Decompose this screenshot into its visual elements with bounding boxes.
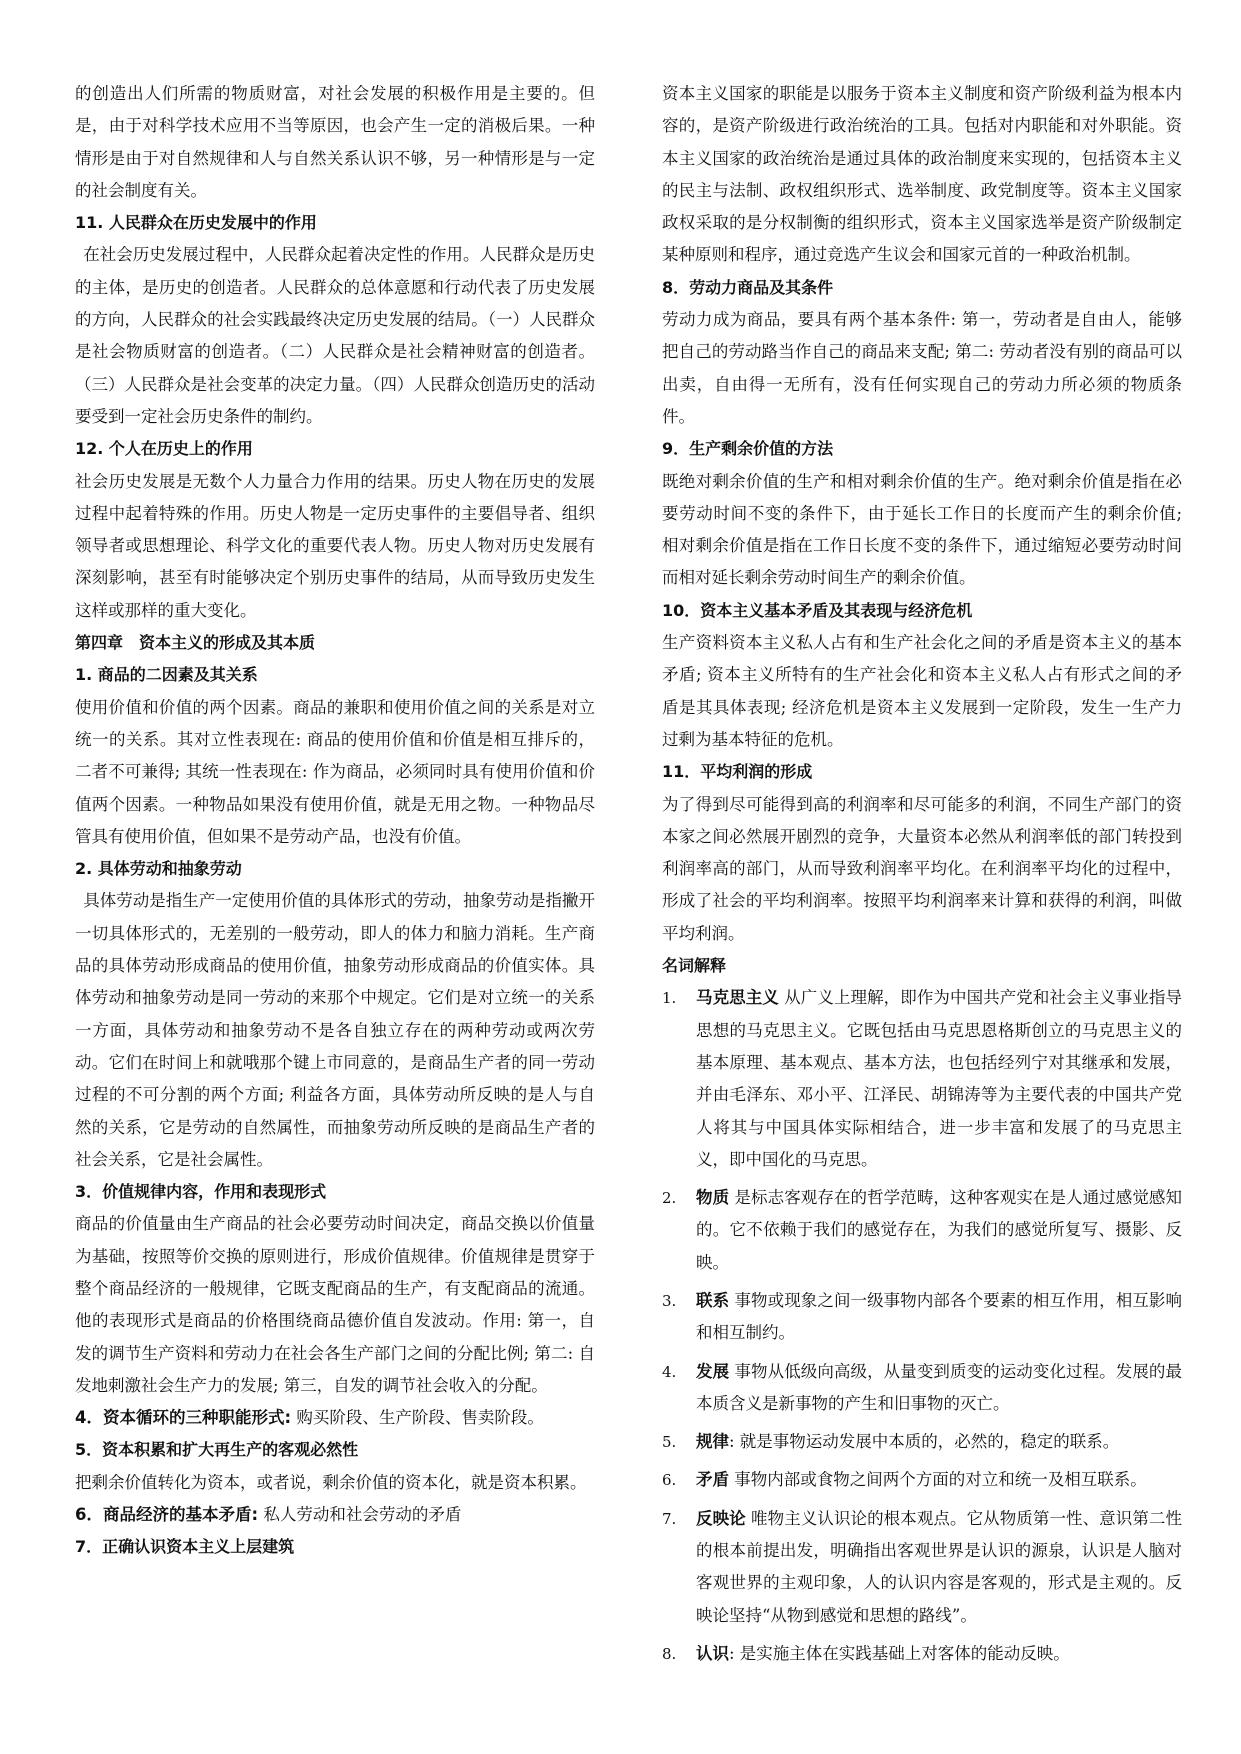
glossary-item-number: 5.: [662, 1433, 677, 1452]
item-capital-circulation-text: 购买阶段、生产阶段、售卖阶段。: [291, 1408, 544, 1428]
item-basic-contradiction-text: 私人劳动和社会劳动的矛盾: [258, 1505, 462, 1525]
glossary-term: 马克思主义: [696, 988, 779, 1008]
glossary-item-number: 1.: [662, 989, 677, 1008]
glossary-term: 物质: [696, 1188, 730, 1208]
paragraph-capital-accumulation: 把剩余价值转化为资本，或者说，剩余价值的资本化，就是资本积累。: [75, 1472, 587, 1492]
paragraph-law-of-value: 商品的价值量由生产商品的社会必要劳动时间决定，商品交换以价值量为基础，按照等价交换的原则进行，形成价值规律。价值规律是贯穿于整个商品经济的一般规律，它既支配商品的生产，有支配商品的流通。他的表现形式是商品的价格围绕商品德价值自发波动。作用: 第一，自发的调节生产资料和劳动力在社会各生产部门之间的分配比例; 第二: 自发地刺激社会生产力的发展; 第三，自发的调节社会收入的分配。: [75, 1214, 595, 1395]
heading-average-profit: 11．平均利润的形成: [662, 762, 813, 782]
glossary-definition: 是标志客观存在的哲学范畴，这种客观实在是人通过感觉感知的。它不依赖于我们的感觉存在，为我们的感觉所复写、摄影、反映。: [696, 1188, 1182, 1272]
glossary-item-law: [662, 1426, 1182, 1458]
item-basic-contradiction-head: 6．商品经济的基本矛盾:: [75, 1505, 259, 1525]
glossary-item-number: 2.: [662, 1189, 677, 1208]
paragraph-surplus-value: 既绝对剩余价值的生产和相对剩余价值的生产。绝对剩余价值是指在必要劳动时间不变的条件下，由于延长工作日的长度而产生的剩余价值; 相对剩余价值是指在工作日长度不变的条件下，通过缩短必要劳动时间而相对延长剩余劳动时间生产的剩余价值。: [662, 471, 1182, 588]
paragraph-average-profit: 为了得到尽可能得到高的利润率和尽可能多的利润，不同生产部门的资本家之间必然展开剧烈的竞争，大量资本必然从利润率低的部门转投到利润率高的部门，从而导致利润率平均化。在利润率平均化的过程中，形成了社会的平均利润率。按照平均利润率来计算和获得的利润，叫做平均利润。: [662, 794, 1182, 943]
chapter-four-title: 第四章 资本主义的形成及其本质: [75, 633, 316, 653]
glossary-definition: 事物从低级向高级，从量变到质变的运动变化过程。发展的最本质含义是新事物的产生和旧事物的灭亡。: [696, 1361, 1182, 1413]
item-capital-circulation-head: 4．资本循环的三种职能形式:: [75, 1408, 292, 1428]
glossary-definition: : 是实施主体在实践基础上对客体的能动反映。: [729, 1643, 1070, 1663]
glossary-item-development: [662, 1356, 1182, 1421]
heading-concrete-abstract-labor: 2. 具体劳动和抽象劳动: [75, 859, 242, 879]
heading-labor-power: 8．劳动力商品及其条件: [662, 277, 834, 297]
item-basic-contradiction: [75, 1499, 595, 1531]
heading-economic-crisis: 10．资本主义基本矛盾及其表现与经济危机: [662, 600, 973, 620]
item-capital-circulation: [75, 1402, 595, 1434]
paragraph-material-wealth: 的创造出人们所需的物质财富，对社会发展的积极作用是主要的。但是，由于对科学技术应用不当等原因，也会产生一定的消极后果。一种情形是由于对自然规律和人与自然关系认识不够，另一种情形是与一定的社会制度有关。: [75, 84, 595, 200]
glossary-definition: 唯物主义认识论的根本观点。它从物质第一性、意识第二性的根本前提出发，明确指出客观世界是认识的源泉，认识是人脑对客观世界的主观印象，人的认识内容是客观的，形式是主观的。反映论坚持“从物到感觉和思想的路线”。: [696, 1508, 1182, 1625]
heading-surplus-value: 9．生产剩余价值的方法: [662, 439, 834, 459]
paragraph-concrete-abstract-labor: 具体劳动是指生产一定使用价值的具体形式的劳动，抽象劳动是指撇开一切具体形式的，无差别的一般劳动，即人的体力和脑力消耗。生产商品的具体劳动形成商品的使用价值，抽象劳动形成商品的价值实体。具体劳动和抽象劳动是同一劳动的来那个中规定。它们是对立统一的关系 一方面，具体劳动和抽象劳动不是各自独立存在的两种劳动或两次劳动。它们在时间上和就哦那个键上市同意的，是商品生产者的同一劳动过程的不可分割的两个方面; 利益各方面，具体劳动所反映的是人与自然的关系，它是劳动的自然属性，而抽象劳动所反映的是商品生产者的社会关系，它是社会属性。: [75, 891, 595, 1169]
glossary-definition: 事物或现象之间一级事物内部各个要素的相互作用，相互影响和相互制约。: [696, 1290, 1182, 1343]
glossary-definition: : 就是事物运动发展中本质的，必然的，稳定的联系。: [729, 1432, 1120, 1452]
paragraph-economic-crisis: 生产资料资本主义私人占有和生产社会化之间的矛盾是资本主义的基本矛盾; 资本主义所特有的生产社会化和资本主义私人占有形式之间的矛盾是其具体表现; 经济危机是资本主义发展到一定阶段，发生一生产力过剩为基本特征的危机。: [662, 633, 1182, 749]
glossary-item-number: 7.: [662, 1509, 677, 1528]
left-column: [75, 78, 595, 1564]
heading-individual-role: 12. 个人在历史上的作用: [75, 439, 253, 459]
paragraph-people-role: 在社会历史发展过程中，人民群众起着决定性的作用。人民群众是历史的主体，是历史的创造者。人民群众的总体意愿和行动代表了历史发展的方向，人民群众的社会实践最终决定历史发展的结局。（一）人民群众是社会物质财富的创造者。（二）人民群众是社会精神财富的创造者。（三）人民群众是社会变革的决定力量。（四）人民群众创造历史的活动要受到一定社会历史条件的制约。: [75, 245, 595, 426]
glossary-item-number: 6.: [662, 1471, 677, 1490]
glossary-item-contradiction: [662, 1464, 1182, 1496]
glossary-item-cognition: [662, 1638, 1182, 1670]
heading-law-of-value: 3．价值规律内容，作用和表现形式: [75, 1182, 327, 1202]
paragraph-labor-power: 劳动力成为商品，要具有两个基本条件: 第一，劳动者是自由人，能够把自己的劳动路当作自己的商品来支配; 第二: 劳动者没有别的商品可以出卖，自由得一无所有，没有任何实现自己的劳动力所必须的物质条件。: [662, 310, 1182, 426]
glossary-item-number: 8.: [662, 1644, 677, 1663]
glossary-definition: 事物内部或食物之间两个方面的对立和统一及相互联系。: [729, 1470, 1147, 1490]
heading-commodity-factors: 1. 商品的二因素及其关系: [75, 665, 258, 685]
glossary-item-number: 4.: [662, 1362, 677, 1381]
paragraph-commodity-factors: 使用价值和价值的两个因素。商品的兼职和使用价值之间的关系是对立统一的关系。其对立性表现在: 商品的使用价值和价值是相互排斥的，二者不可兼得; 其统一性表现在: 作为商品，必须同时具有使用价值和价值两个因素。一种物品如果没有使用价值，就是无用之物。一种物品尽管具有使用价值，但如果不是劳动产品，也没有价值。: [75, 697, 595, 846]
glossary-term: 发展: [696, 1361, 730, 1381]
glossary-item-marxism: [662, 982, 1182, 1176]
paragraph-individual-role: 社会历史发展是无数个人力量合力作用的结果。历史人物在历史的发展过程中起着特殊的作用。历史人物是一定历史事件的主要倡导者、组织领导者或思想理论、科学文化的重要代表人物。历史人物对历史发展有深刻影响，甚至有时能够决定个别历史事件的结局，从而导致历史发生这样或那样的重大变化。: [75, 471, 595, 620]
glossary-item-connection: [662, 1285, 1182, 1350]
right-column: [662, 78, 1182, 1676]
glossary-list: [662, 982, 1182, 1670]
heading-capital-accumulation: 5．资本积累和扩大再生产的客观必然性: [75, 1440, 359, 1460]
glossary-item-matter: [662, 1182, 1182, 1279]
glossary-definition: 从广义上理解，即作为中国共产党和社会主义事业指导思想的马克思主义。它既包括由马克思恩格斯创立的马克思主义的基本原理、基本观点、基本方法，也包括经列宁对其继承和发展，并由毛泽东、邓小平、江泽民、胡锦涛等为主要代表的中国共产党人将其与中国具体实际相结合，进一步丰富和发展了的马克思主义，即中国化的马克思。: [696, 988, 1182, 1169]
heading-people-role: 11. 人民群众在历史发展中的作用: [75, 213, 317, 233]
glossary-term: 认识: [696, 1643, 729, 1663]
glossary-term: 规律: [696, 1432, 729, 1452]
paragraph-superstructure: 资本主义国家的职能是以服务于资本主义制度和资产阶级利益为根本内容的，是资产阶级进行政治统治的工具。包括对内职能和对外职能。资本主义国家的政治统治是通过具体的政治制度来实现的，包括资本主义的民主与法制、政权组织形式、选举制度、政党制度等。资本主义国家政权采取的是分权制衡的组织形式，资本主义国家选举是资产阶级制定某种原则和程序，通过竞选产生议会和国家元首的一种政治机制。: [662, 84, 1182, 265]
glossary-term: 反映论: [696, 1508, 746, 1528]
glossary-term: 矛盾: [696, 1470, 729, 1490]
heading-glossary: 名词解释: [662, 956, 727, 976]
glossary-item-number: 3.: [662, 1291, 677, 1310]
glossary-term: 联系: [696, 1290, 730, 1310]
glossary-item-reflection-theory: [662, 1503, 1182, 1632]
heading-superstructure: 7．正确认识资本主义上层建筑: [75, 1537, 295, 1557]
